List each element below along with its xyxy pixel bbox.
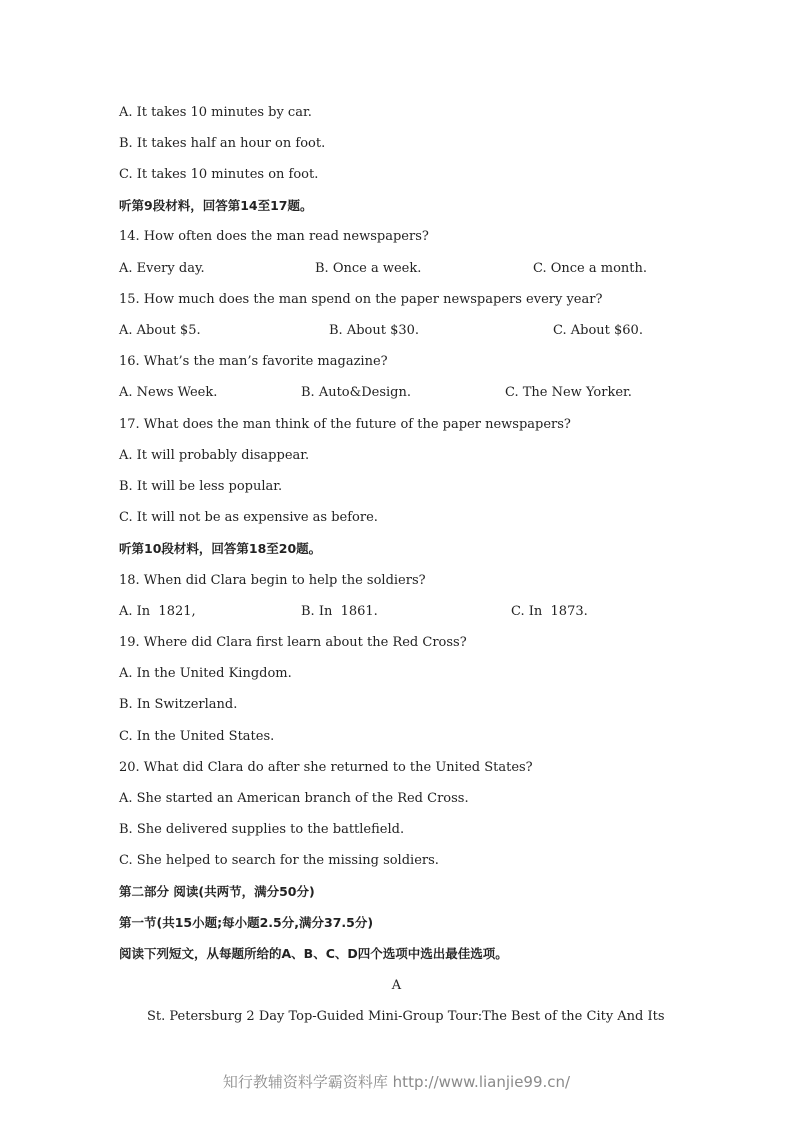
option-line: B. It takes half an hour on foot. [119,136,326,151]
option-a: A. About $5. [119,323,201,338]
option-a: A. News Week. [119,385,218,400]
question-19: 19. Where did Clara first learn about the Red Cross? [119,635,467,650]
passage-title: St. Petersburg 2 Day Top-Guided Mini-Group Tour:The Best of the City And Its [147,1009,665,1024]
option-b: B. In 1861. [301,604,378,619]
option-c: C. Once a month. [533,261,648,276]
option-line: C. It takes 10 minutes on foot. [119,167,319,182]
option-line: C. In the United States. [119,729,275,744]
section-heading: 听第9段材料，回答第14至17题。 [119,198,313,213]
question-14: 14. How often does the man read newspapers? [119,229,429,244]
option-line: C. She helped to search for the missing soldiers. [119,853,439,868]
question-20: 20. What did Clara do after she returned to the United States? [119,760,533,775]
option-a: A. In 1821, [119,604,196,619]
option-c: C. In 1873. [511,604,588,619]
section-heading: 听第10段材料，回答第18至20题。 [119,541,322,556]
option-line: B. It will be less popular. [119,479,283,494]
option-a: A. Every day. [119,261,205,276]
option-line: B. In Switzerland. [119,697,238,712]
option-c: C. The New Yorker. [505,385,632,400]
question-18: 18. When did Clara begin to help the soldiers? [119,573,426,588]
option-line: A. It will probably disappear. [119,448,310,463]
option-c: C. About $60. [553,323,643,338]
passage-letter: A [391,978,402,993]
option-line: C. It will not be as expensive as before. [119,510,378,525]
option-line: A. In the United Kingdom. [119,666,292,681]
question-17: 17. What does the man think of the future of the paper newspapers? [119,417,571,432]
footer-watermark: 知行教辅资料学霸资料库 http://www.lianjie99.cn/ [222,1073,571,1091]
option-line: A. It takes 10 minutes by car. [119,105,312,120]
option-line: B. She delivered supplies to the battlefield. [119,822,405,837]
instructions: 阅读下列短文，从每题所给的A、B、C、D四个选项中选出最佳选项。 [119,946,508,961]
question-15: 15. How much does the man spend on the paper newspapers every year? [119,292,603,307]
part-heading: 第二部分 阅读(共两节，满分50分) [119,884,315,899]
option-b: B. Once a week. [315,261,422,276]
section-heading: 第一节(共15小题;每小题2.5分,满分37.5分) [119,915,374,930]
option-b: B. Auto&Design. [301,385,411,400]
option-b: B. About $30. [329,323,420,338]
question-16: 16. What’s the man’s favorite magazine? [119,354,388,369]
option-line: A. She started an American branch of the Red Cross. [119,791,469,806]
